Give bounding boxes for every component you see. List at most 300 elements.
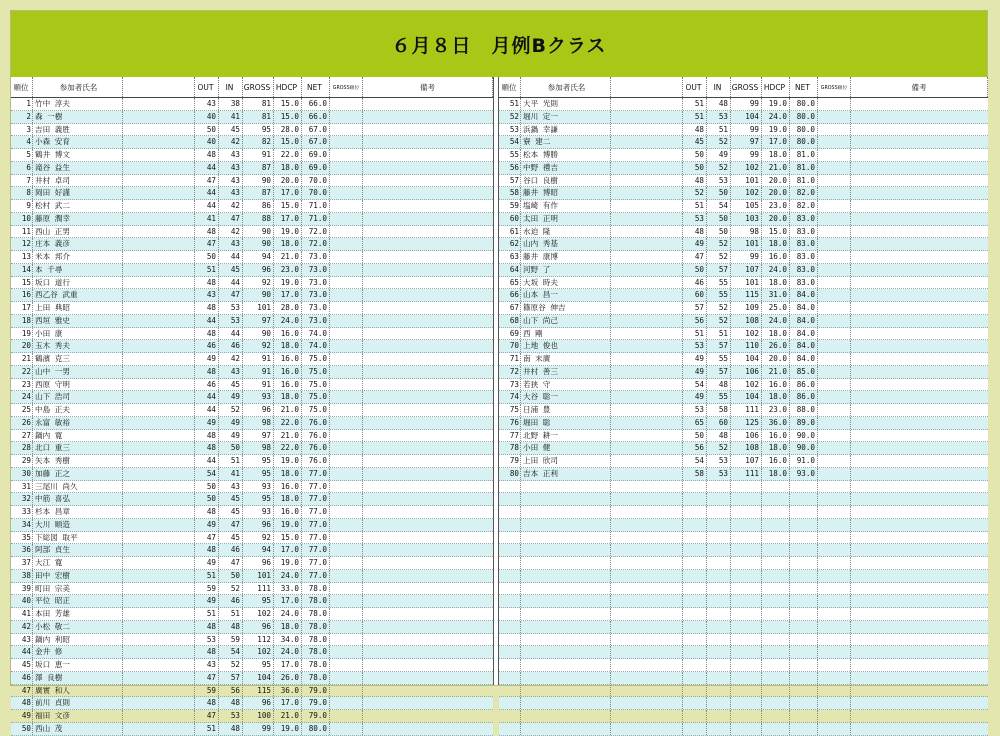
row-in: 43 <box>219 149 243 161</box>
table-row <box>499 493 988 506</box>
row-out: 53 <box>683 213 707 225</box>
row-note <box>363 277 493 289</box>
row-net: 67.0 <box>302 136 330 148</box>
row-in <box>707 595 731 607</box>
row-gross-rank <box>330 455 363 467</box>
row-hdcp: 18.0 <box>274 468 302 480</box>
row-gross <box>731 557 762 569</box>
row-in: 50 <box>707 187 731 199</box>
row-hdcp: 16.0 <box>274 481 302 493</box>
row-net: 77.0 <box>302 519 330 531</box>
header-out: OUT <box>683 77 707 97</box>
row-in: 50 <box>707 213 731 225</box>
row-note <box>851 111 988 123</box>
row-in: 57 <box>219 672 243 684</box>
table-row <box>11 455 493 468</box>
table-row <box>11 468 493 481</box>
table-row <box>499 646 988 659</box>
row-gross <box>731 672 762 684</box>
row-spacer <box>123 187 195 199</box>
table-row <box>11 697 493 710</box>
table-row <box>499 468 988 481</box>
row-hdcp <box>762 697 790 709</box>
row-out: 44 <box>195 315 219 327</box>
row-gross <box>731 519 762 531</box>
table-row <box>499 621 988 634</box>
row-in: 45 <box>219 493 243 505</box>
row-spacer <box>611 124 683 136</box>
row-in <box>707 723 731 735</box>
table-row <box>11 634 493 647</box>
row-hdcp: 17.0 <box>274 289 302 301</box>
row-net: 81.0 <box>790 149 818 161</box>
row-note <box>363 404 493 416</box>
row-note <box>851 455 988 467</box>
row-gross-rank <box>330 570 363 582</box>
row-gross: 90 <box>243 289 274 301</box>
row-hdcp <box>762 532 790 544</box>
row-rank: 28 <box>11 442 33 454</box>
row-out: 44 <box>195 404 219 416</box>
row-rank: 16 <box>11 289 33 301</box>
row-spacer <box>611 162 683 174</box>
table-row <box>11 404 493 417</box>
row-note <box>363 98 493 110</box>
row-net: 78.0 <box>302 646 330 658</box>
row-gross-rank <box>818 277 851 289</box>
table-row <box>499 697 988 710</box>
row-gross <box>731 659 762 671</box>
row-in <box>707 493 731 505</box>
row-in <box>707 544 731 556</box>
row-name <box>521 608 611 620</box>
row-in <box>707 646 731 658</box>
row-name: 山内 秀基 <box>521 238 611 250</box>
row-in: 48 <box>219 723 243 735</box>
table-row <box>499 379 988 392</box>
row-spacer <box>123 366 195 378</box>
table-row <box>11 187 493 200</box>
row-gross <box>731 544 762 556</box>
row-name: 大平 光則 <box>521 98 611 110</box>
row-rank: 5 <box>11 149 33 161</box>
row-out: 50 <box>683 264 707 276</box>
row-hdcp: 15.0 <box>274 136 302 148</box>
row-name: 西 剛 <box>521 328 611 340</box>
row-note <box>363 710 493 722</box>
row-spacer <box>123 481 195 493</box>
row-name: 森 一樹 <box>33 111 123 123</box>
row-in: 48 <box>219 621 243 633</box>
row-out: 53 <box>683 340 707 352</box>
table-row <box>11 710 493 723</box>
row-gross: 97 <box>243 315 274 327</box>
row-gross-rank <box>818 646 851 658</box>
row-out: 65 <box>683 417 707 429</box>
row-in: 52 <box>707 136 731 148</box>
row-gross-rank <box>818 353 851 365</box>
row-gross: 99 <box>731 98 762 110</box>
row-net: 72.0 <box>302 238 330 250</box>
row-spacer <box>611 111 683 123</box>
row-spacer <box>611 532 683 544</box>
row-gross-rank <box>330 187 363 199</box>
row-note <box>851 468 988 480</box>
row-name: 谷口 良樹 <box>521 175 611 187</box>
row-hdcp: 19.0 <box>274 557 302 569</box>
header-in: IN <box>219 77 243 97</box>
row-net: 93.0 <box>790 468 818 480</box>
row-name: 上田 欣司 <box>521 455 611 467</box>
table-row <box>11 506 493 519</box>
row-in: 53 <box>707 111 731 123</box>
row-net: 78.0 <box>302 608 330 620</box>
row-name: 阿部 貞生 <box>33 544 123 556</box>
row-gross <box>731 685 762 697</box>
row-spacer <box>611 328 683 340</box>
row-rank: 55 <box>499 149 521 161</box>
row-out <box>683 493 707 505</box>
row-rank: 44 <box>11 646 33 658</box>
row-note <box>363 685 493 697</box>
row-spacer <box>123 455 195 467</box>
row-note <box>851 98 988 110</box>
row-in: 51 <box>707 328 731 340</box>
row-out: 48 <box>683 124 707 136</box>
row-net: 84.0 <box>790 302 818 314</box>
row-net: 72.0 <box>302 226 330 238</box>
row-rank: 12 <box>11 238 33 250</box>
row-in: 54 <box>707 200 731 212</box>
row-note <box>851 213 988 225</box>
table-row <box>499 659 988 672</box>
row-hdcp <box>762 685 790 697</box>
row-out: 49 <box>195 353 219 365</box>
row-hdcp: 22.0 <box>274 149 302 161</box>
row-gross: 87 <box>243 162 274 174</box>
row-net: 77.0 <box>302 493 330 505</box>
row-gross: 96 <box>243 264 274 276</box>
row-hdcp: 21.0 <box>274 404 302 416</box>
results-sheet <box>10 10 988 733</box>
row-out <box>683 710 707 722</box>
row-net: 83.0 <box>790 226 818 238</box>
row-gross-rank <box>818 557 851 569</box>
table-row <box>499 111 988 124</box>
row-name: 竹中 淳夫 <box>33 98 123 110</box>
row-in: 44 <box>219 328 243 340</box>
table-row <box>499 251 988 264</box>
row-note <box>363 481 493 493</box>
table-row <box>499 544 988 557</box>
row-gross-rank <box>818 264 851 276</box>
row-hdcp: 18.0 <box>274 493 302 505</box>
row-out: 46 <box>195 340 219 352</box>
table-row <box>499 557 988 570</box>
row-hdcp: 19.0 <box>274 226 302 238</box>
row-rank <box>499 506 521 518</box>
row-out: 56 <box>683 442 707 454</box>
row-note <box>851 557 988 569</box>
row-name: 小田 康 <box>33 328 123 340</box>
row-out: 49 <box>195 519 219 531</box>
row-in: 47 <box>219 213 243 225</box>
row-in: 41 <box>219 468 243 480</box>
table-row <box>11 481 493 494</box>
row-out: 47 <box>683 251 707 263</box>
row-in: 52 <box>707 162 731 174</box>
row-in <box>707 710 731 722</box>
table-row <box>499 455 988 468</box>
table-row <box>11 213 493 226</box>
header-spacer <box>123 77 195 97</box>
row-note <box>363 315 493 327</box>
row-net: 71.0 <box>302 213 330 225</box>
row-hdcp: 17.0 <box>762 136 790 148</box>
row-in: 55 <box>707 353 731 365</box>
row-gross: 98 <box>243 417 274 429</box>
row-hdcp: 23.0 <box>274 264 302 276</box>
row-name: 下総図 取平 <box>33 532 123 544</box>
row-note <box>363 213 493 225</box>
row-hdcp: 21.0 <box>762 162 790 174</box>
row-rank: 59 <box>499 200 521 212</box>
row-spacer <box>123 404 195 416</box>
header-hdcp: HDCP <box>762 77 790 97</box>
row-name: 中筋 喜弘 <box>33 493 123 505</box>
title-banner <box>11 11 987 77</box>
row-in: 54 <box>219 646 243 658</box>
row-hdcp: 18.0 <box>274 621 302 633</box>
row-name: 鍋内 寛 <box>33 430 123 442</box>
row-gross-rank <box>818 200 851 212</box>
row-spacer <box>123 430 195 442</box>
row-rank: 2 <box>11 111 33 123</box>
row-gross-rank <box>818 697 851 709</box>
table-row <box>499 506 988 519</box>
row-gross: 99 <box>243 723 274 735</box>
row-name <box>521 493 611 505</box>
row-note <box>363 519 493 531</box>
row-in: 41 <box>219 111 243 123</box>
row-hdcp: 18.0 <box>762 442 790 454</box>
row-in: 52 <box>707 238 731 250</box>
row-out: 52 <box>683 187 707 199</box>
row-out <box>683 621 707 633</box>
row-spacer <box>611 213 683 225</box>
row-net: 76.0 <box>302 430 330 442</box>
row-name: 南 末廣 <box>521 353 611 365</box>
row-net <box>790 583 818 595</box>
header-gross: GROSS <box>243 77 274 97</box>
row-name: 北野 耕一 <box>521 430 611 442</box>
row-hdcp <box>762 659 790 671</box>
row-name <box>521 570 611 582</box>
row-gross-rank <box>818 124 851 136</box>
table-row <box>499 595 988 608</box>
row-net: 77.0 <box>302 468 330 480</box>
row-gross-rank <box>818 379 851 391</box>
row-name: 太田 正明 <box>521 213 611 225</box>
row-spacer <box>611 149 683 161</box>
row-spacer <box>123 175 195 187</box>
row-note <box>363 238 493 250</box>
row-gross-rank <box>818 238 851 250</box>
row-hdcp: 18.0 <box>762 149 790 161</box>
row-spacer <box>123 646 195 658</box>
row-gross: 101 <box>731 277 762 289</box>
row-net <box>790 570 818 582</box>
row-in: 43 <box>219 481 243 493</box>
header-gross-rank: GROSS順位 <box>330 77 363 97</box>
row-spacer <box>123 544 195 556</box>
row-hdcp: 21.0 <box>274 430 302 442</box>
row-out: 50 <box>683 149 707 161</box>
row-net: 84.0 <box>790 353 818 365</box>
row-note <box>851 353 988 365</box>
row-in <box>707 519 731 531</box>
row-gross-rank <box>330 519 363 531</box>
row-name <box>521 557 611 569</box>
row-in: 50 <box>219 442 243 454</box>
row-name: 若狭 守 <box>521 379 611 391</box>
row-spacer <box>123 391 195 403</box>
row-gross-rank <box>330 583 363 595</box>
row-net: 73.0 <box>302 251 330 263</box>
row-gross: 93 <box>243 391 274 403</box>
row-rank <box>499 646 521 658</box>
row-gross-rank <box>818 366 851 378</box>
row-spacer <box>611 646 683 658</box>
row-gross-rank <box>330 621 363 633</box>
row-name: 上田 典昭 <box>33 302 123 314</box>
row-spacer <box>123 302 195 314</box>
row-note <box>363 251 493 263</box>
row-name: 廣實 和人 <box>33 685 123 697</box>
header-gross: GROSS <box>731 77 762 97</box>
row-spacer <box>611 519 683 531</box>
row-in <box>707 697 731 709</box>
row-note <box>363 493 493 505</box>
row-gross: 102 <box>731 162 762 174</box>
row-in: 42 <box>219 353 243 365</box>
row-spacer <box>123 251 195 263</box>
row-gross: 92 <box>243 277 274 289</box>
row-net: 75.0 <box>302 404 330 416</box>
row-rank: 42 <box>11 621 33 633</box>
row-rank: 51 <box>499 98 521 110</box>
row-gross-rank <box>330 697 363 709</box>
table-row <box>11 570 493 583</box>
row-note <box>363 226 493 238</box>
table-row <box>11 277 493 290</box>
row-rank: 33 <box>11 506 33 518</box>
table-row <box>11 289 493 302</box>
row-gross: 101 <box>243 302 274 314</box>
row-out: 48 <box>195 302 219 314</box>
row-net: 77.0 <box>302 506 330 518</box>
row-gross: 111 <box>731 468 762 480</box>
row-gross-rank <box>330 404 363 416</box>
row-net: 78.0 <box>302 595 330 607</box>
row-net: 80.0 <box>790 98 818 110</box>
row-rank: 71 <box>499 353 521 365</box>
row-spacer <box>123 685 195 697</box>
row-hdcp <box>762 544 790 556</box>
row-note <box>363 455 493 467</box>
row-name <box>521 685 611 697</box>
row-gross <box>731 697 762 709</box>
row-rank: 8 <box>11 187 33 199</box>
row-in: 45 <box>219 379 243 391</box>
row-name: 寮 建二 <box>521 136 611 148</box>
row-note <box>363 672 493 684</box>
row-note <box>363 659 493 671</box>
row-in: 55 <box>707 277 731 289</box>
row-spacer <box>611 493 683 505</box>
row-rank: 47 <box>11 685 33 697</box>
row-note <box>851 289 988 301</box>
row-note <box>363 442 493 454</box>
row-name <box>521 544 611 556</box>
table-row <box>11 417 493 430</box>
row-gross <box>731 481 762 493</box>
table-row <box>499 98 988 111</box>
row-in: 43 <box>219 175 243 187</box>
row-gross: 95 <box>243 468 274 480</box>
row-gross-rank <box>330 302 363 314</box>
row-hdcp <box>762 646 790 658</box>
row-gross: 96 <box>243 697 274 709</box>
row-gross: 102 <box>243 608 274 620</box>
row-note <box>851 672 988 684</box>
row-name: 堀田 聡 <box>521 417 611 429</box>
row-spacer <box>611 685 683 697</box>
row-gross-rank <box>818 583 851 595</box>
row-gross: 92 <box>243 532 274 544</box>
row-rank: 68 <box>499 315 521 327</box>
row-gross-rank <box>330 366 363 378</box>
table-row <box>499 404 988 417</box>
row-gross: 92 <box>243 340 274 352</box>
row-net <box>790 519 818 531</box>
row-spacer <box>611 391 683 403</box>
table-row <box>11 379 493 392</box>
row-note <box>851 481 988 493</box>
row-in: 52 <box>707 315 731 327</box>
table-row <box>11 430 493 443</box>
row-name <box>521 634 611 646</box>
row-name: 金井 修 <box>33 646 123 658</box>
row-spacer <box>611 506 683 518</box>
row-spacer <box>611 659 683 671</box>
row-out: 50 <box>683 162 707 174</box>
row-rank <box>499 672 521 684</box>
row-in: 53 <box>219 315 243 327</box>
row-rank: 36 <box>11 544 33 556</box>
row-gross <box>731 493 762 505</box>
row-gross-rank <box>818 149 851 161</box>
row-note <box>851 595 988 607</box>
row-name: 水迫 隆 <box>521 226 611 238</box>
row-hdcp: 16.0 <box>274 379 302 391</box>
row-rank: 72 <box>499 366 521 378</box>
table-row <box>499 442 988 455</box>
row-out: 48 <box>195 149 219 161</box>
row-hdcp: 22.0 <box>274 417 302 429</box>
row-net <box>790 634 818 646</box>
row-gross-rank <box>330 646 363 658</box>
